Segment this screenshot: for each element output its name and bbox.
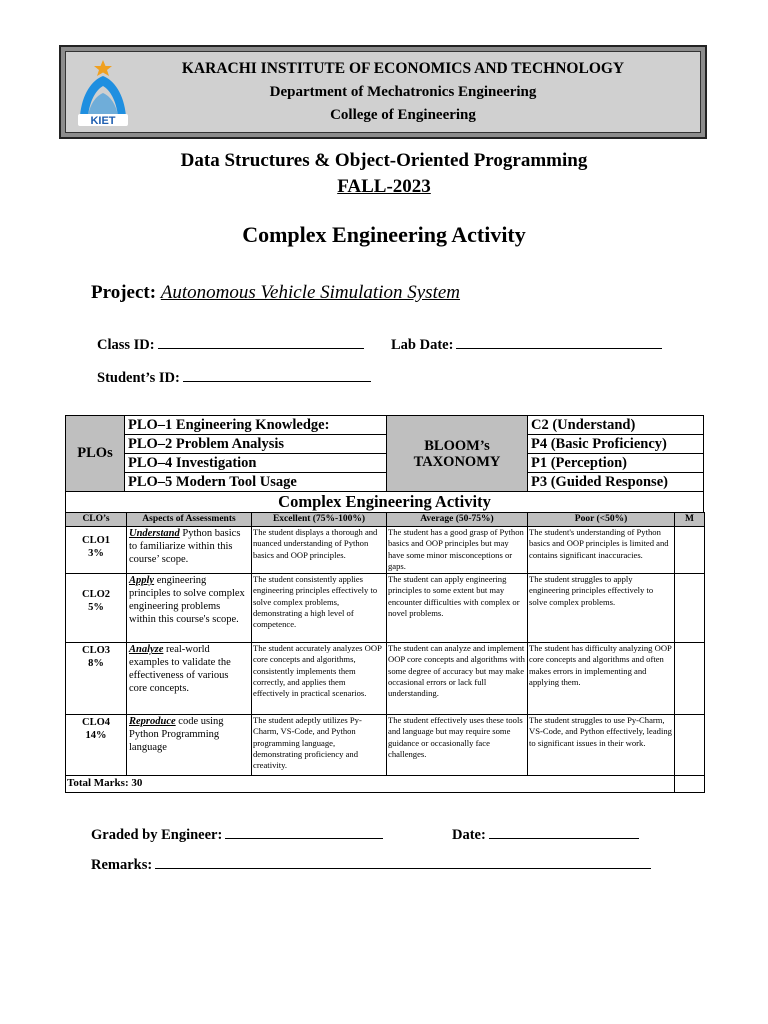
activity-title: Complex Engineering Activity (242, 222, 526, 247)
remarks-label: Remarks: (91, 857, 153, 873)
poor-cell: The student struggles to apply engineering principles effectively to solve complex problems. (528, 574, 675, 643)
excellent-cell: The student displays a thorough and nuanced understanding of Python basics and OOP principles. (252, 527, 387, 574)
lab-date-label: Lab Date: (391, 337, 454, 353)
graded-by-blank[interactable] (225, 827, 383, 839)
remarks-blank[interactable] (155, 857, 651, 869)
date-blank[interactable] (489, 827, 639, 839)
class-id-field[interactable] (97, 337, 364, 354)
aspect-cell: Reproduce code using Python Programming language (127, 715, 252, 776)
average-cell: The student can apply engineering principles to some extent but may encounter difficulties with complex or novel problems. (387, 574, 528, 643)
student-id-blank[interactable] (183, 370, 371, 382)
table-row (66, 574, 705, 643)
rubric-header-row (66, 513, 705, 527)
student-id-label: Student’s ID: (97, 370, 180, 386)
department-name: Department of Mechatronics Engineering (269, 84, 537, 100)
class-id-label: Class ID: (97, 337, 155, 353)
lab-date-blank[interactable] (456, 337, 662, 349)
average-cell: The student can analyze and implement OOP core concepts and algorithms with some degree of accuracy but may make occasional errors or lack full understanding. (387, 643, 528, 715)
excellent-cell: The student consistently applies engineering principles effectively to solve complex problems, demonstrating a high level of competence. (252, 574, 387, 643)
taxonomy-level: C2 (Understand) (527, 415, 704, 435)
aspect-cell: Analyze real-world examples to validate the effectiveness of various core concepts. (127, 643, 252, 715)
aspect-cell: Apply engineering principles to solve complex engineering problems within this course's scope. (127, 574, 252, 643)
graded-by-field[interactable] (91, 827, 383, 844)
col-header: Excellent (75%-100%) (252, 513, 387, 527)
date-label: Date: (452, 827, 486, 843)
marks-cell[interactable] (675, 715, 705, 776)
clo-cell: CLO3 8% (66, 643, 127, 715)
col-header: Average (50-75%) (387, 513, 528, 527)
lab-date-field[interactable] (391, 337, 662, 354)
col-header: Aspects of Assessments (127, 513, 252, 527)
total-marks: Total Marks: 30 (66, 776, 675, 793)
institute-header (59, 45, 707, 139)
aspect-cell: Understand Python basics to familiarize within this course’ scope. (127, 527, 252, 574)
clo-cell: CLO4 14% (66, 715, 127, 776)
plo-item: PLO–2 Problem Analysis (124, 434, 387, 454)
header-panel (65, 51, 701, 133)
marks-cell[interactable] (675, 527, 705, 574)
student-id-field[interactable] (97, 370, 371, 387)
term-text: FALL-2023 (337, 176, 431, 197)
poor-cell: The student has difficulty analyzing OOP core concepts and algorithms and often makes errors in implementing and applying them. (528, 643, 675, 715)
logo-text: KIET (90, 115, 116, 127)
project-label: Project: (91, 282, 157, 303)
poor-cell: The student struggles to use Py-Charm, VS-Code, and Python effectively, leading to significant issues in their work. (528, 715, 675, 776)
bloom-line2: TAXONOMY (413, 453, 501, 470)
poor-cell: The student's understanding of Python basics and OOP principles is limited and contains significant inaccuracies. (528, 527, 675, 574)
bloom-taxonomy-label (386, 415, 528, 492)
clo-cell: CLO2 5% (66, 574, 127, 643)
bloom-line1: BLOOM’s (424, 437, 490, 454)
excellent-cell: The student accurately analyzes OOP core concepts and algorithms, consistently implements them correctly, and applies them effectively in practical scenarios. (252, 643, 387, 715)
taxonomy-level: P3 (Guided Response) (527, 472, 704, 492)
plo-table (65, 415, 704, 491)
plo-item: PLO–1 Engineering Knowledge: (124, 415, 387, 435)
class-id-blank[interactable] (158, 337, 364, 349)
plo-item: PLO–4 Investigation (124, 453, 387, 473)
institute-name: KARACHI INSTITUTE OF ECONOMICS AND TECHNOLOGY (181, 60, 625, 77)
col-header: M (675, 513, 705, 527)
rubric-table (65, 512, 705, 793)
plos-label: PLOs (65, 415, 125, 492)
rubric-title: Complex Engineering Activity (65, 491, 704, 513)
plo-item: PLO–5 Modern Tool Usage (124, 472, 387, 492)
college-name: College of Engineering (330, 107, 476, 123)
excellent-cell: The student adeptly utilizes Py-Charm, VS-Code, and Python programming language, demonstrating proficiency and creativity. (252, 715, 387, 776)
table-row (66, 527, 705, 574)
average-cell: The student has a good grasp of Python basics and OOP principles but may have some minor misconceptions or gaps. (387, 527, 528, 574)
course-title: Data Structures & Object-Oriented Programming (180, 150, 588, 171)
taxonomy-level: P1 (Perception) (527, 453, 704, 473)
marks-cell[interactable] (675, 643, 705, 715)
remarks-field[interactable] (91, 857, 651, 874)
average-cell: The student effectively uses these tools and language but may require some guidance or occasionally face challenges. (387, 715, 528, 776)
table-row (66, 715, 705, 776)
total-marks-cell[interactable] (675, 776, 705, 793)
term (0, 176, 768, 198)
graded-by-label: Graded by Engineer: (91, 827, 223, 843)
col-header: CLO’s (66, 513, 127, 527)
project-line (91, 282, 460, 304)
marks-cell[interactable] (675, 574, 705, 643)
taxonomy-level: P4 (Basic Proficiency) (527, 434, 704, 454)
table-row (66, 643, 705, 715)
col-header: Poor (<50%) (528, 513, 675, 527)
project-name: Autonomous Vehicle Simulation System (160, 282, 461, 303)
date-field[interactable] (452, 827, 639, 844)
clo-cell: CLO1 3% (66, 527, 127, 574)
total-row (66, 776, 705, 793)
